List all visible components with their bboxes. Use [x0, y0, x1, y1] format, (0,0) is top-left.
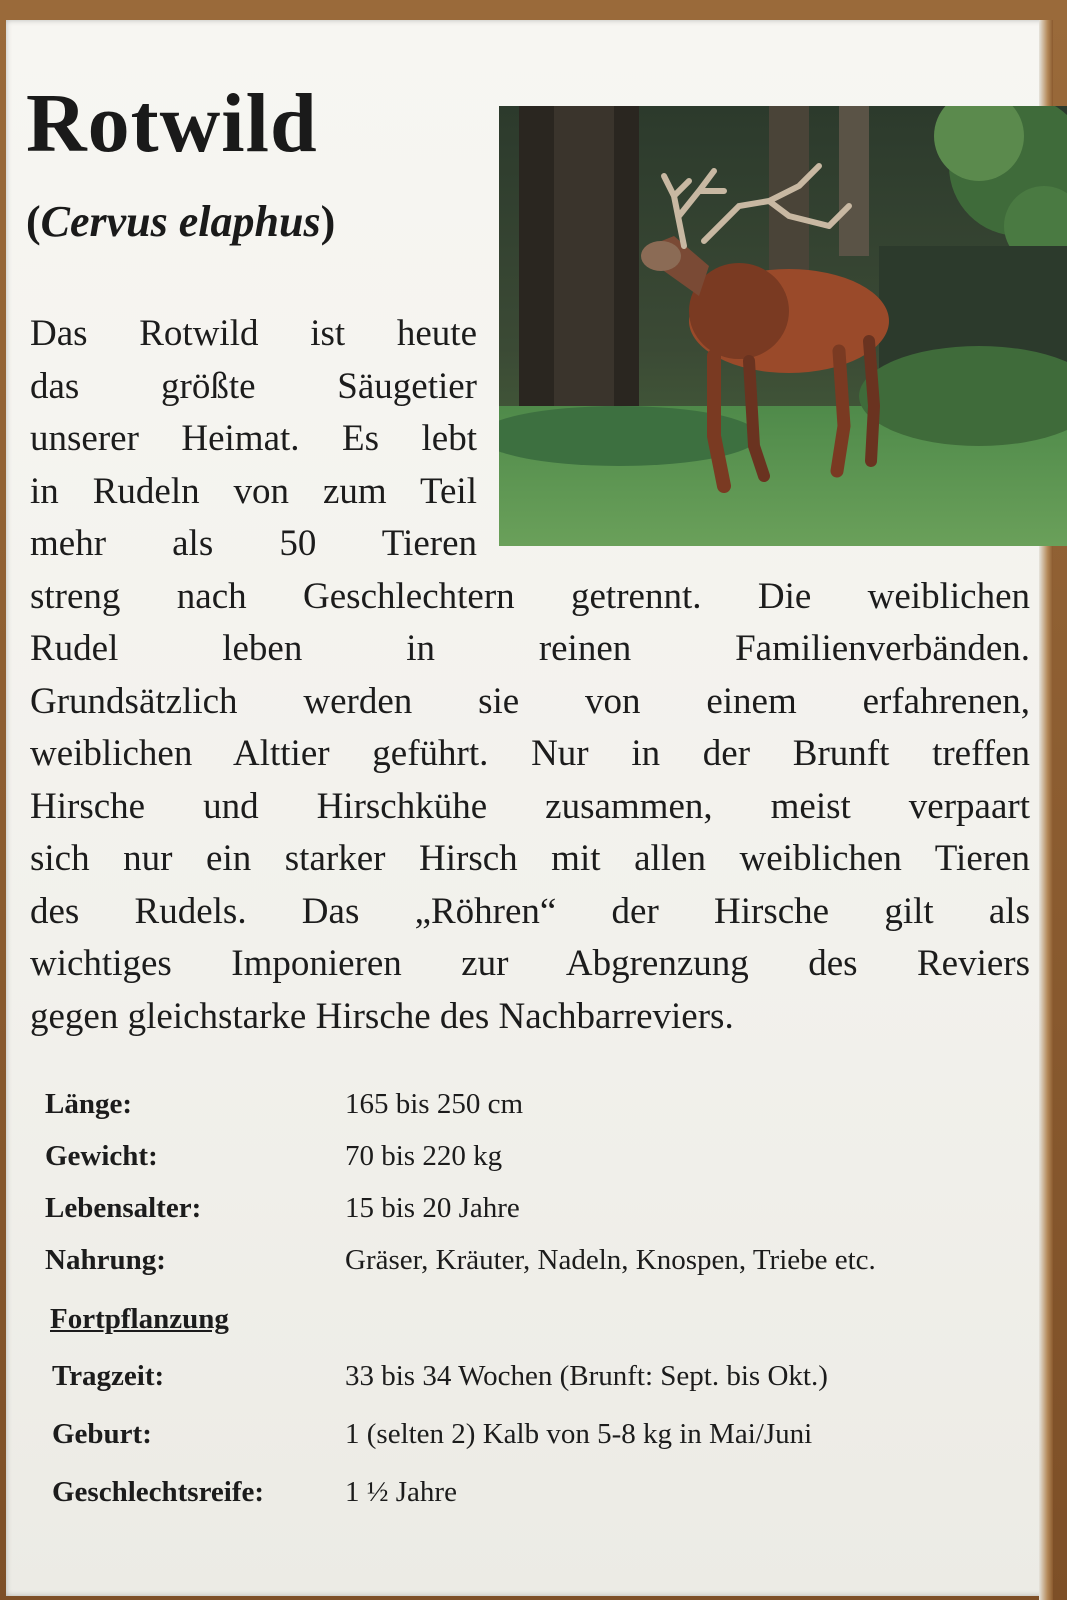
fact-label: Geschlechtsreife: [52, 1476, 265, 1508]
body-line: sich nur ein starker Hirsch mit allen weiblichen Tieren [30, 838, 1030, 879]
body-line: Das Rotwild ist heute [30, 313, 477, 354]
fact-lifespan [45, 1192, 1035, 1244]
fact-value: 33 bis 34 Wochen (Brunft: Sept. bis Okt.) [345, 1360, 828, 1392]
fact-value: 70 bis 220 kg [345, 1140, 503, 1172]
scientific-name-text: Cervus elaphus [40, 197, 321, 246]
fact-label: Gewicht: [45, 1140, 158, 1172]
body-line: Rudel leben in reinen Familienverbänden. [30, 628, 1030, 669]
fact-weight [45, 1140, 1035, 1192]
fact-value: 15 bis 20 Jahre [345, 1192, 520, 1224]
fact-label: Tragzeit: [52, 1360, 165, 1392]
fact-value: 1 (selten 2) Kalb von 5-8 kg in Mai/Juni [345, 1418, 813, 1450]
body-line: unserer Heimat. Es lebt [30, 418, 477, 459]
fact-label: Nahrung: [45, 1244, 166, 1276]
reproduction-heading: Fortpflanzung [50, 1303, 229, 1335]
reproduction-table [52, 1360, 1042, 1534]
body-line: des Rudels. Das „Röhren“ der Hirsche gilt als [30, 890, 1030, 932]
fact-value: Gräser, Kräuter, Nadeln, Knospen, Triebe etc. [345, 1244, 876, 1276]
body-line: das größte Säugetier [30, 365, 477, 407]
fact-label: Lebensalter: [45, 1192, 202, 1224]
scientific-name [26, 197, 336, 246]
facts-table [45, 1088, 1035, 1296]
body-line: in Rudeln von zum Teil [30, 470, 477, 512]
sign-title: Rotwild [26, 77, 318, 170]
body-line: wichtiges Imponieren zur Abgrenzung des Reviers [30, 943, 1030, 984]
fact-gestation [52, 1360, 1042, 1418]
fact-food [45, 1244, 1035, 1296]
fact-label: Geburt: [52, 1418, 152, 1450]
body-line: Grundsätzlich werden sie von einem erfahrenen, [30, 680, 1030, 722]
fact-label: Länge: [45, 1088, 132, 1120]
fact-maturity [52, 1476, 1042, 1534]
fact-value: 165 bis 250 cm [345, 1088, 524, 1120]
body-line: streng nach Geschlechtern getrennt. Die weiblichen [30, 575, 1030, 617]
fact-birth [52, 1418, 1042, 1476]
paren-close: ) [320, 197, 336, 246]
paren-open: ( [26, 197, 41, 246]
fact-value: 1 ½ Jahre [345, 1476, 457, 1508]
description-text [30, 308, 1028, 1043]
body-line: Hirsche und Hirschkühe zusammen, meist verpaart [30, 785, 1030, 827]
fact-length [45, 1088, 1035, 1140]
body-line: weiblichen Alttier geführt. Nur in der Brunft treffen [30, 733, 1030, 774]
body-line: gegen gleichstarke Hirsche des Nachbarreviers. [30, 995, 734, 1037]
body-line: mehr als 50 Tieren [30, 523, 477, 564]
